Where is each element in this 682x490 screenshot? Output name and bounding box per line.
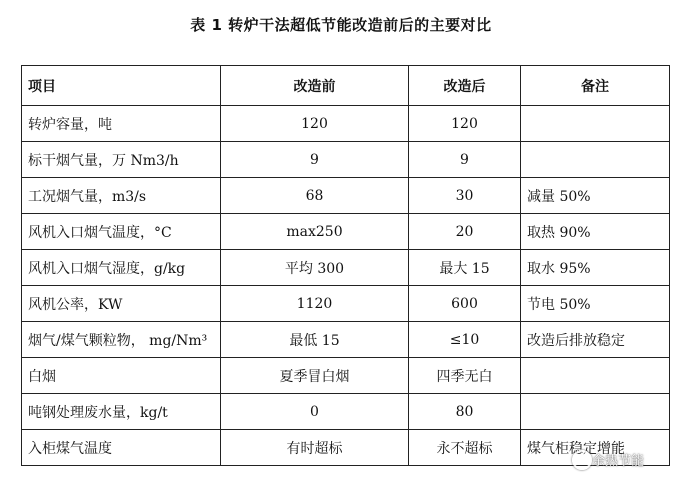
row-before: 平均 300 <box>221 250 409 286</box>
row-after: 20 <box>409 214 521 250</box>
table-row <box>22 394 670 430</box>
row-before: 1120 <box>221 286 409 322</box>
table-row <box>22 106 670 142</box>
row-note <box>521 394 670 430</box>
header-before: 改造前 <box>221 66 409 106</box>
row-note: 煤气柜稳定增能 <box>521 430 670 466</box>
row-item: 转炉容量，吨 <box>22 106 221 142</box>
row-after: ≤10 <box>409 322 521 358</box>
header-item: 项目 <box>22 66 221 106</box>
table-row <box>22 250 670 286</box>
row-before: 夏季冒白烟 <box>221 358 409 394</box>
watermark-text: 余热节能 <box>592 454 645 469</box>
row-after: 120 <box>409 106 521 142</box>
row-note <box>521 106 670 142</box>
row-note: 取水 95% <box>521 250 670 286</box>
row-before: 68 <box>221 178 409 214</box>
row-before: 最低 15 <box>221 322 409 358</box>
row-item: 标干烟气量，万 Nm3/h <box>22 142 221 178</box>
table-row <box>22 214 670 250</box>
table-row <box>22 142 670 178</box>
row-item: 白烟 <box>22 358 221 394</box>
row-after: 9 <box>409 142 521 178</box>
row-after: 四季无白 <box>409 358 521 394</box>
row-item: 吨钢处理废水量，kg/t <box>22 394 221 430</box>
row-note: 节电 50% <box>521 286 670 322</box>
row-item: 工况烟气量，m3/s <box>22 178 221 214</box>
table-row <box>22 286 670 322</box>
row-before: 有时超标 <box>221 430 409 466</box>
wechat-watermark-icon <box>572 450 592 470</box>
row-item: 风机公率，KW <box>22 286 221 322</box>
row-item: 风机入口烟气湿度，g/kg <box>22 250 221 286</box>
row-before: 120 <box>221 106 409 142</box>
row-note: 取热 90% <box>521 214 670 250</box>
table-row <box>22 178 670 214</box>
row-item: 烟气/煤气颗粒物， mg/Nm³ <box>22 322 221 358</box>
table-row <box>22 322 670 358</box>
row-item: 风机入口烟气温度，°C <box>22 214 221 250</box>
row-item: 入柜煤气温度 <box>22 430 221 466</box>
row-after: 永不超标 <box>409 430 521 466</box>
row-after: 30 <box>409 178 521 214</box>
header-notes: 备注 <box>521 66 670 106</box>
row-before: max250 <box>221 214 409 250</box>
row-note <box>521 358 670 394</box>
row-after: 最大 15 <box>409 250 521 286</box>
table-caption: 表 1 转炉干法超低节能改造前后的主要对比 <box>190 16 492 34</box>
row-after: 600 <box>409 286 521 322</box>
header-after: 改造后 <box>409 66 521 106</box>
row-before: 0 <box>221 394 409 430</box>
comparison-table <box>21 65 670 466</box>
row-note <box>521 142 670 178</box>
table-header-row <box>22 66 670 106</box>
row-before: 9 <box>221 142 409 178</box>
table-row <box>22 358 670 394</box>
row-note: 改造后排放稳定 <box>521 322 670 358</box>
row-note: 减量 50% <box>521 178 670 214</box>
row-after: 80 <box>409 394 521 430</box>
